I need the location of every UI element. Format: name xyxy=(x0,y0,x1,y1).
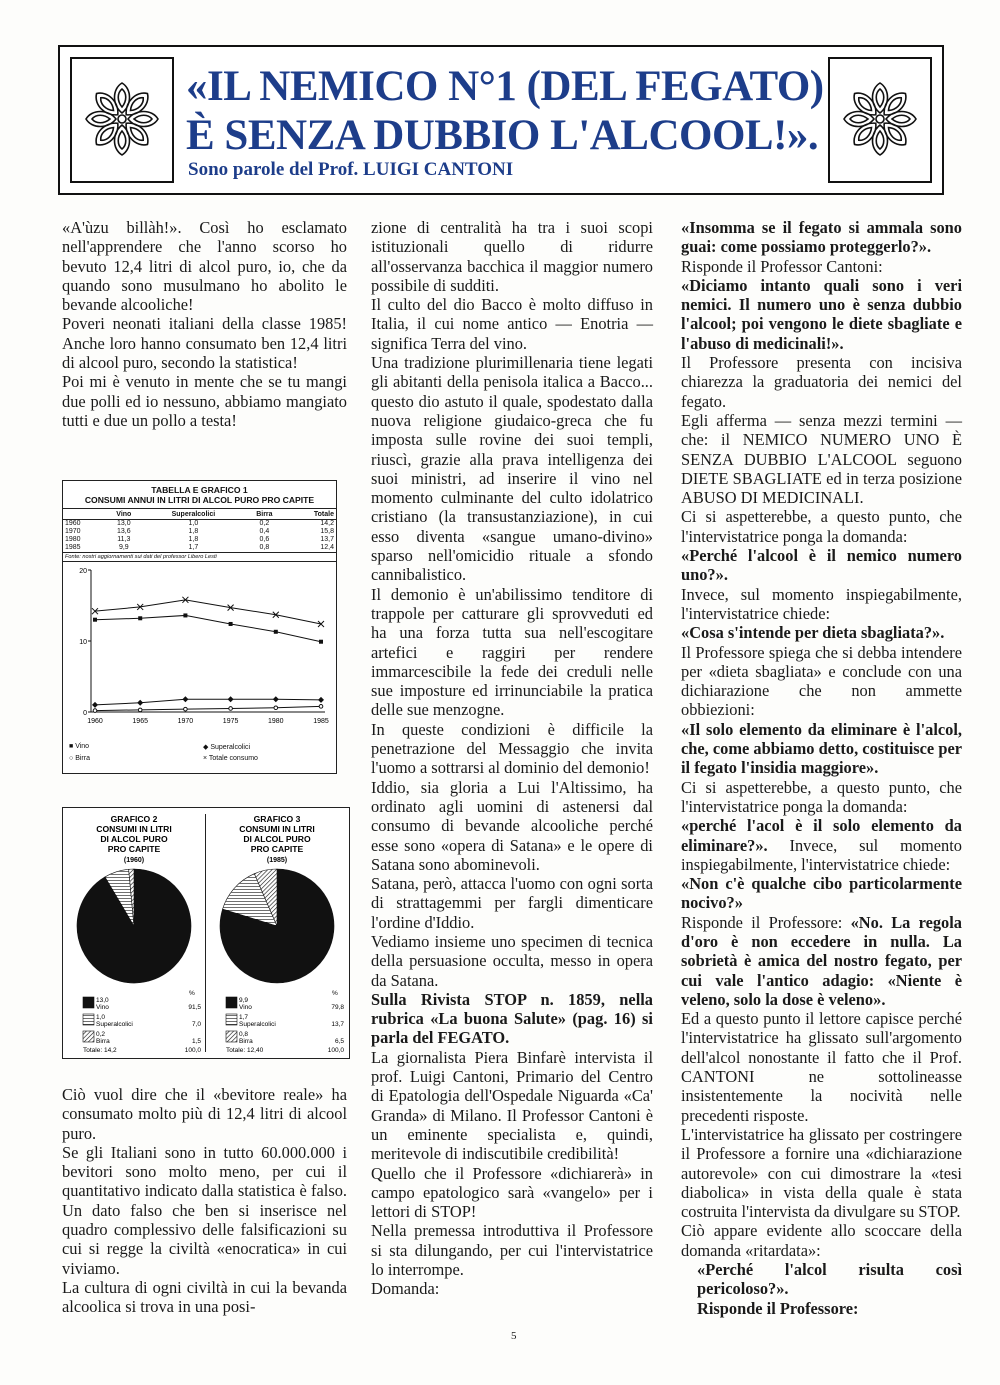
pie-total-pct: 100,0 xyxy=(327,1047,344,1054)
table-cell: 15,8 xyxy=(320,528,334,535)
page-number: 5 xyxy=(511,1330,517,1342)
table-header: Vino xyxy=(116,511,132,518)
bold-text: Sulla Rivista STOP n. 1859, nella rubrica «La buona Salute» (pag. 16) si parla del FEGATO. xyxy=(371,989,653,1048)
bold-text: «No. La regola d'oro è non eccedere in nulla. La sobrietà è amica del nostro fegato, per cui vale l'antico adagio: «Niente è veleno, solo la dose è veleno». xyxy=(681,912,962,1009)
paragraph: Il demonio è un'abilissimo tenditore di trappole per catturare gli sprovveduti ed ha una forza tutta sua nell'escogitare artefici e raggiri per rendere immarcescibile la fede dei creduli nelle sue imposture ed irrinunciabile la pratica delle sue menzogne. xyxy=(371,584,653,720)
legend-label: Birra xyxy=(75,755,90,762)
paragraph: Poveri neonati italiani della classe 1985! Anche loro hanno consumato ben 12,4 litri di alcool puro, secondo la statistica! xyxy=(62,314,347,373)
table-cell: 1960 xyxy=(65,520,81,527)
bold-text: «Il solo elemento da eliminare è l'alcol, che, come abbiamo detto, costituisce per il fegato l'insidia maggiore». xyxy=(681,719,962,778)
data-point xyxy=(318,697,324,703)
paragraph: zione di centralità ha tra i suoi scopi istituzionali quello di ridurre all'osservanza bacchica il maggior numero possibile di sudditi. xyxy=(371,218,653,295)
legend-item: ■ Vino xyxy=(69,743,90,750)
paragraph: Ci si aspetterebbe, a questo punto, che l'intervistatrice ponga la domanda: xyxy=(681,507,962,546)
paragraph: La giornalista Piera Binfarè intervista il prof. Luigi Cantoni, Primario del Centro di Epatologia dell'Ospedale Niguarda «Ca' Granda» di Milano. Il Professor Cantoni è un eminente specialista e, quindi, meritevole di indiscutibile credibilità! xyxy=(371,1047,653,1164)
table-cell: 1,7 xyxy=(188,544,199,551)
data-point xyxy=(319,640,323,644)
x-tick-label: 1965 xyxy=(132,718,148,725)
data-point xyxy=(93,618,97,622)
table-cell: 1,8 xyxy=(188,536,199,543)
table-header: Superalcolici xyxy=(171,511,216,518)
headline-line-1: «IL NEMICO N°1 (DEL FEGATO) xyxy=(186,63,824,110)
paragraph: Ci si aspetterebbe, a questo punto, che l'intervistatrice ponga la domanda: xyxy=(681,777,962,816)
legend-pct: 1,5 xyxy=(191,1038,201,1045)
column-2 xyxy=(371,218,653,1299)
paragraph: Iddio, sia gloria a Lui l'Altissimo, ha ordinato agli uomini di astenersi dal consumo di bevande alcooliche perché esse sono «opera di Satana» e le opere di Satana sono abominevoli. xyxy=(371,777,653,874)
ornament-box-right xyxy=(828,57,932,183)
x-tick-label: 1960 xyxy=(87,718,103,725)
pie-title: GRAFICO 2 xyxy=(110,814,158,824)
legend-label: Vino xyxy=(239,1004,252,1011)
x-tick-label: 1980 xyxy=(268,718,284,725)
data-point xyxy=(184,707,188,711)
pie-svg xyxy=(206,808,348,1058)
legend-pct: 6,5 xyxy=(334,1038,344,1045)
table-cell: 1,8 xyxy=(188,528,199,535)
bold-text: «perché l'acol è il solo elemento da eliminare?». xyxy=(681,816,962,855)
table-cell: 0,2 xyxy=(259,520,270,527)
series-line-superalcolici xyxy=(95,699,321,705)
legend-litri: 0,2 xyxy=(96,1031,106,1038)
y-tick-label: 0 xyxy=(83,710,87,717)
legend-litri: 13,0 xyxy=(96,997,109,1004)
question xyxy=(681,218,962,257)
legend-label: Superalcolici xyxy=(239,1021,276,1028)
table-cell: 1970 xyxy=(65,528,81,535)
pie-total-label: Totale: 14,2 xyxy=(83,1047,117,1054)
ornament-box-left xyxy=(70,57,174,183)
stylized-flower-icon xyxy=(82,79,162,159)
bold-text: «Cosa s'intende per dieta sbagliata?». xyxy=(681,623,945,643)
legend-label: Birra xyxy=(239,1038,253,1045)
paragraph: In queste condizioni è difficile la penetrazione del Messaggio che invita l'uomo a sottrarsi al dominio del demonio! xyxy=(371,719,653,778)
paragraph xyxy=(681,1299,962,1318)
paragraph: Il Professore presenta con incisiva chiarezza la graduatoria dei nemici del fegato. xyxy=(681,353,962,411)
legend-litri: 1,0 xyxy=(96,1014,106,1021)
data-point xyxy=(229,707,233,711)
legend-label: Vino xyxy=(75,743,90,750)
legend-swatch xyxy=(83,1031,94,1042)
x-tick-label: 1985 xyxy=(313,718,329,725)
table-and-chart-1 xyxy=(62,480,337,774)
paragraph xyxy=(681,816,962,874)
paragraph: Quello che il Professore «dichiarerà» in campo epatologico sarà «vangelo» per i lettori di STOP! xyxy=(371,1163,653,1222)
answer xyxy=(681,276,962,353)
pie-total-pct: 100,0 xyxy=(184,1047,201,1054)
paragraph: Ciò vuol dire che il «bevitore reale» ha consumato molto più di 12,4 litri di alcool puro. xyxy=(62,1085,347,1143)
legend-litri: 9,9 xyxy=(239,997,249,1004)
column-3 xyxy=(681,218,962,1318)
table-cell: 13,0 xyxy=(116,520,131,527)
data-point xyxy=(138,616,142,620)
consumption-table xyxy=(63,511,336,553)
data-point xyxy=(183,613,187,617)
legend-swatch xyxy=(226,997,237,1008)
paragraph: Invece, sul momento inspiegabilmente, l'intervistatrice chiede: xyxy=(681,584,962,623)
table-header: Totale xyxy=(313,511,334,518)
stylized-flower-icon xyxy=(840,79,920,159)
legend-swatch xyxy=(83,1014,94,1025)
paragraph: Se gli Italiani sono in tutto 60.000.000 i bevitori sono molto meno, per cui il quantitativo indicato dalla statistica è falso. Un dato falso che ben si inserisce nel quadro complessivo delle falsificazioni su cui si regge la civiltà «enocratica» in cui viviamo. xyxy=(62,1142,347,1278)
table-cell: 1,0 xyxy=(188,520,199,527)
inline-text: Invece, sul momento inspiegabilmente, l'intervistatrice chiede: xyxy=(681,835,962,874)
pie-chart-1960 xyxy=(63,808,205,1058)
table-row xyxy=(63,528,336,536)
pie-title: CONSUMI IN LITRI xyxy=(96,824,172,834)
y-tick-label: 20 xyxy=(79,568,87,575)
pie-svg xyxy=(63,808,205,1058)
data-point xyxy=(137,700,143,706)
bold-paragraph xyxy=(371,990,653,1048)
table-cell: 9,9 xyxy=(118,544,129,551)
table-cell: 13,6 xyxy=(116,528,131,535)
table-source: Fonte: nostri aggiornamenti sui dati del professor Libero Lesti xyxy=(63,553,336,562)
bold-text: «Perché l'alcool è il nemico numero uno?». xyxy=(681,546,962,585)
pie-subtitle: (1985) xyxy=(266,857,288,864)
table-cell: 11,3 xyxy=(117,536,131,543)
paragraph: L'intervistatrice ha glissato per costringere il Professore a fornire una «dichiarazione autorevole» con cui dimostrare la «tesi diabolica» in vista della quale è stata costruita l'intervista da divulgare su STOP. xyxy=(681,1124,962,1222)
legend-litri: 1,7 xyxy=(239,1014,249,1021)
table-title: TABELLA E GRAFICO 1 xyxy=(151,485,248,495)
legend-litri: 0,8 xyxy=(239,1031,249,1038)
data-point xyxy=(92,702,98,708)
data-point xyxy=(229,622,233,626)
legend-item: ◆ Superalcolici xyxy=(203,744,251,751)
table-subtitle: CONSUMI ANNUI IN LITRI DI ALCOL PURO PRO CAPITE xyxy=(63,495,336,509)
legend-label: Vino xyxy=(96,1004,109,1011)
legend-swatch xyxy=(83,997,94,1008)
table-cell: 14,2 xyxy=(320,520,334,527)
table-cell: 0,6 xyxy=(259,536,270,543)
table-cell: 12,4 xyxy=(320,544,334,551)
paragraph: Ciò appare evidente allo scoccare della domanda «ritardata»: xyxy=(681,1221,962,1260)
data-point xyxy=(274,630,278,634)
table-row xyxy=(63,520,336,529)
legend-pct: 7,0 xyxy=(191,1021,201,1028)
headline-line-2: È SENZA DUBBIO L'ALCOOL!». xyxy=(186,112,819,159)
legend-swatch xyxy=(226,1014,237,1025)
paragraph: Il culto del dio Bacco è molto diffuso in Italia, il cui nome antico — Enotria — significa Terra del vino. xyxy=(371,295,653,353)
table-cell: 13,7 xyxy=(320,536,334,543)
pie-title: DI ALCOL PURO xyxy=(243,834,311,844)
headline-subtitle: Sono parole del Prof. LUIGI CANTONI xyxy=(188,159,514,180)
pie-chart-1985 xyxy=(206,808,348,1058)
paragraph: Una tradizione plurimillenaria tiene legati gli abitanti della penisola italica a Bacco... questo dio astuto il quale, spodestato dalla nuova religione giudaico-greca che fu imposta sulle rovine dei suoi templi, riuscì, grazie alla prava intelligenza dei suoi ministri, ad inserire il vino nel momento culminante del culto idolatrico cristiano (la transustanziazione), in cui esso diventa «sangue umano-divino» sparso nell'omicidio rituale a sfondo cannibalistico. xyxy=(371,353,653,585)
legend-label: Totale consumo xyxy=(208,755,258,762)
legend-label: Birra xyxy=(96,1038,110,1045)
article-header xyxy=(58,45,944,195)
data-point xyxy=(228,696,234,702)
x-tick-label: 1970 xyxy=(177,718,194,725)
paragraph: Il Professore spiega che si debba intendere per «dieta sbagliata» e conclude con una dichiarazione che non ammette obbiezioni: xyxy=(681,642,962,720)
paragraph: Domanda: xyxy=(371,1279,440,1299)
pie-subtitle: (1960) xyxy=(123,857,145,864)
table-cell: 0,4 xyxy=(259,528,270,535)
pie-title: DI ALCOL PURO xyxy=(100,834,168,844)
paragraph: «A'ùzu billàh!». Così ho esclamato nell'apprendere che l'anno scorso ho bevuto 12,4 litri di alcol puro, io, che da quando sono musulmano ho abolito le bevande alcooliche! xyxy=(62,218,347,315)
bold-text: Risponde il Professore: xyxy=(697,1298,859,1318)
paragraph: La cultura di ogni civiltà in cui la bevanda alcoolica si trova in una posi- xyxy=(62,1277,347,1317)
column-1-top xyxy=(62,218,347,430)
data-point xyxy=(93,709,97,713)
series-line-totale-consumo xyxy=(95,600,321,624)
data-point xyxy=(138,708,142,712)
legend-label: Superalcolici xyxy=(210,744,251,751)
bold-text: «Perché l'alcol risulta così pericoloso?». xyxy=(697,1260,962,1299)
pie-title: GRAFICO 3 xyxy=(253,814,301,824)
line-chart xyxy=(63,562,336,730)
question xyxy=(681,546,962,585)
legend-item: × Totale consumo xyxy=(203,755,258,762)
paragraph: Nella premessa introduttiva il Professore si sta dilungando, per cui l'intervistatrice lo interrompe. xyxy=(371,1221,653,1280)
table-cell: 0,8 xyxy=(259,544,270,551)
question xyxy=(681,1260,962,1299)
legend-pct: 79,8 xyxy=(331,1004,344,1011)
pie-title: PRO CAPITE xyxy=(250,844,304,854)
column-1-bottom xyxy=(62,1085,347,1317)
series-line-vino xyxy=(95,615,321,641)
data-point xyxy=(274,706,278,710)
y-tick-label: 10 xyxy=(79,639,87,646)
question xyxy=(681,623,962,642)
answer xyxy=(681,720,962,778)
paragraph: Vediamo insieme uno specimen di tecnica della persuasione occulta, messo in opera da Satana. xyxy=(371,931,653,990)
legend-pct: 13,7 xyxy=(331,1021,344,1028)
bold-text: «Insomma se il fegato si ammala sono guai: come possiamo proteggerlo?». xyxy=(681,218,962,257)
x-tick-label: 1975 xyxy=(222,718,239,725)
legend-swatch xyxy=(226,1031,237,1042)
pct-header: % xyxy=(189,990,195,997)
paragraph: Ed a questo punto il lettore capisce perché l'intervistatrice ha glissato sull'argomento dell'alcol nonostante il fatto che il Prof. CANTONI ne sottolineasse insistentemente la nocività nelle precedenti risposte. xyxy=(681,1009,962,1125)
data-point xyxy=(273,696,279,702)
data-point xyxy=(182,696,188,702)
question xyxy=(681,874,962,913)
table-header xyxy=(63,511,104,520)
pie-charts-panel xyxy=(62,807,350,1059)
paragraph xyxy=(681,913,962,1009)
pie-total-label: Totale: 12,40 xyxy=(226,1047,264,1054)
table-cell: 1985 xyxy=(65,544,81,551)
bold-text: «Non c'è qualche cibo particolarmente nocivo?» xyxy=(681,874,962,913)
legend-item: ○ Birra xyxy=(69,755,90,762)
data-point xyxy=(319,705,323,709)
paragraph: Risponde il Professor Cantoni: xyxy=(681,256,883,276)
inline-text: Risponde il Professore: xyxy=(681,912,851,932)
legend-pct: 91,5 xyxy=(188,1004,201,1011)
bold-text: «Diciamo intanto quali sono i veri nemici. Il numero uno è senza dubbio l'alcool; poi vengono le diete sbagliate e l'abuso di medicinali!». xyxy=(681,275,962,353)
paragraph: Egli afferma — senza mezzi termini — che: il NEMICO NUMERO UNO È SENZA DUBBIO L'ALCOOL seguono DIETE SBAGLIATE ed in terza posizione ABUSO DI MEDICINALI. xyxy=(681,410,962,508)
table-header: Birra xyxy=(256,511,273,518)
pie-title: CONSUMI IN LITRI xyxy=(239,824,315,834)
legend-label: Superalcolici xyxy=(96,1021,133,1028)
table-row xyxy=(63,544,336,553)
series-line-birra xyxy=(95,706,321,710)
table-cell: 1980 xyxy=(65,536,81,543)
paragraph: Poi mi è venuto in mente che se tu mangi due polli ed io nessuno, abbiamo mangiato tutti e due un pollo a testa! xyxy=(62,372,347,430)
table-row xyxy=(63,536,336,544)
paragraph: Satana, però, attacca l'uomo con ogni sorta di strattagemmi per fargli dimenticare l'ordine d'Iddio. xyxy=(371,874,653,932)
pct-header: % xyxy=(332,990,338,997)
pie-title: PRO CAPITE xyxy=(107,844,161,854)
